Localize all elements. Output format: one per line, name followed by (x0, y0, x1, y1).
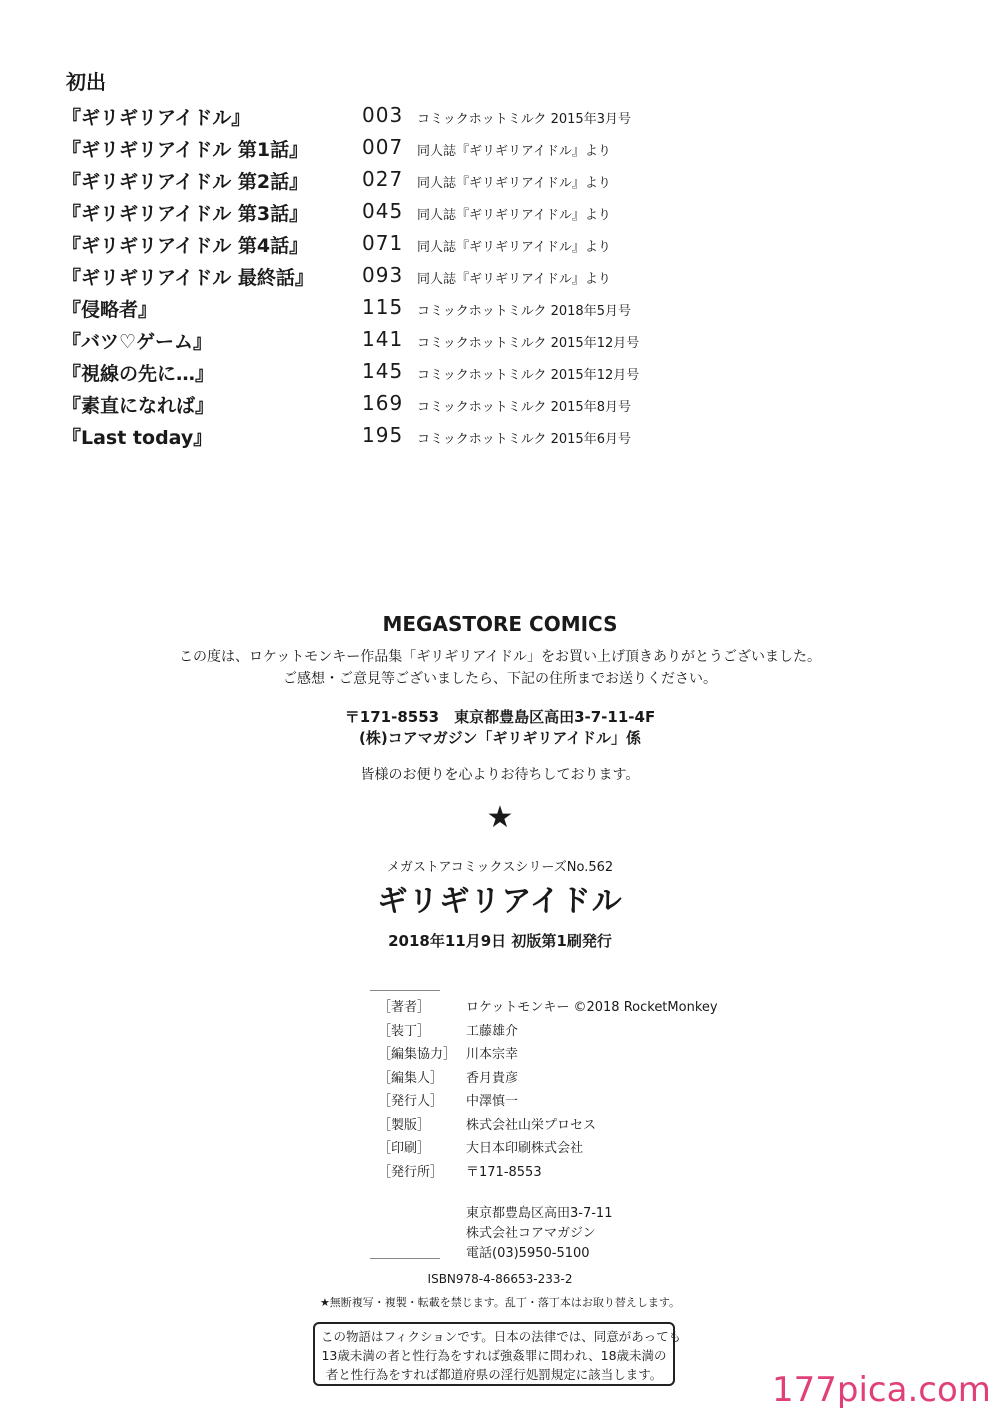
page-number: 169 (362, 391, 404, 415)
list-item (62, 167, 682, 199)
credit-label: ［編集人］ (378, 1070, 444, 1086)
source: コミックホットミルク 2015年12月号 (417, 336, 640, 351)
page-number: 195 (362, 423, 404, 447)
page-number: 141 (362, 327, 404, 351)
list-item (62, 295, 682, 327)
site-watermark: 177pica.com (772, 1370, 991, 1410)
source: 同人誌『ギリギリアイドル』より (417, 176, 611, 191)
page-number: 145 (362, 359, 404, 383)
publisher-address: 東京都豊島区高田3-7-11 (466, 1206, 613, 1221)
page-number: 045 (362, 199, 404, 223)
credit-value: 中澤慎一 (466, 1094, 519, 1109)
imprint-brand: MEGASTORE COMICS (382, 612, 618, 636)
thanks-line-1: この度は、ロケットモンキー作品集「ギリギリアイドル」をお買い上げ頂きありがとうございました。 (178, 649, 822, 665)
publisher-phone: 電話(03)5950-5100 (466, 1246, 590, 1261)
publisher-name: 株式会社コアマガジン (466, 1226, 596, 1241)
list-item (62, 327, 682, 359)
list-item (62, 199, 682, 231)
book-title: ギリギリアイドル (377, 884, 623, 919)
credit-value: 大日本印刷株式会社 (466, 1141, 584, 1156)
list-item (62, 423, 682, 455)
credit-value: ロケットモンキー ©2018 RocketMonkey (466, 1000, 718, 1015)
story-title: 『侵略者』 (62, 299, 158, 321)
credit-value: 香月貴彦 (466, 1070, 519, 1086)
credit-label: ［発行所］ (378, 1164, 444, 1180)
page-number: 007 (362, 135, 404, 159)
publication-date: 2018年11月9日 初版第1刷発行 (388, 932, 612, 950)
story-title: 『ギリギリアイドル 第3話』 (62, 203, 309, 225)
credit-value: 〒171-8553 (466, 1164, 542, 1180)
copy-notice: ★無断複写・複製・転載を禁じます。乱丁・落丁本はお取り替えします。 (319, 1296, 681, 1309)
credit-label: ［製版］ (378, 1117, 431, 1133)
credit-value: 工藤雄介 (466, 1023, 519, 1039)
story-title: 『ギリギリアイドル 第2話』 (62, 171, 309, 193)
credit-value: 株式会社山栄プロセス (466, 1117, 597, 1133)
star-icon: ★ (486, 800, 514, 835)
source: コミックホットミルク 2015年6月号 (417, 432, 631, 447)
credit-label: ［発行人］ (378, 1094, 444, 1109)
warning-line: この物語はフィクションです。日本の法律では、同意があっても (321, 1329, 682, 1344)
page-number: 027 (362, 167, 404, 191)
list-item (62, 103, 682, 135)
list-item (62, 231, 682, 263)
source: コミックホットミルク 2015年3月号 (417, 112, 631, 127)
warning-line: 13歳未満の者と性行為をすれば強姦罪に問われ、18歳未満の (321, 1348, 667, 1363)
page-number: 093 (362, 263, 404, 287)
source: 同人誌『ギリギリアイドル』より (417, 240, 611, 255)
mailing-address: 〒171-8553 東京都豊島区高田3-7-11-4F (344, 708, 656, 726)
story-title: 『ギリギリアイドル 第4話』 (62, 235, 309, 257)
isbn: ISBN978-4-86653-233-2 (427, 1272, 573, 1286)
source: 同人誌『ギリギリアイドル』より (417, 144, 611, 159)
story-title: 『Last today』 (62, 427, 213, 449)
credit-label: ［著者］ (378, 1000, 431, 1015)
page-number: 071 (362, 231, 404, 255)
story-title: 『バツ♡ゲーム』 (62, 331, 213, 353)
credit-label: ［編集協力］ (378, 1047, 457, 1062)
credit-label: ［印刷］ (378, 1141, 431, 1156)
credit-label: ［装丁］ (378, 1023, 431, 1039)
warning-line: 者と性行為をすれば都道府県の淫行処罰規定に該当します。 (325, 1367, 663, 1382)
page-number: 115 (362, 295, 404, 319)
story-title: 『ギリギリアイドル 第1話』 (62, 139, 309, 161)
series-number: メガストアコミックスシリーズNo.562 (386, 860, 614, 875)
thanks-line-2: ご感想・ご意見等ございましたら、下記の住所までお送りください。 (283, 671, 717, 687)
first-appearance-list (62, 103, 682, 455)
section-heading: 初出 (66, 70, 106, 94)
credit-value: 川本宗幸 (466, 1047, 519, 1062)
story-title: 『視線の先に…』 (62, 363, 215, 385)
source: 同人誌『ギリギリアイドル』より (417, 208, 611, 223)
source: コミックホットミルク 2015年8月号 (417, 400, 631, 415)
legal-warning-box (313, 1322, 682, 1386)
list-item (62, 359, 682, 391)
divider (370, 1258, 440, 1259)
list-item (62, 263, 682, 295)
page-number: 003 (362, 103, 404, 127)
source: 同人誌『ギリギリアイドル』より (417, 272, 611, 287)
list-item (62, 391, 682, 423)
story-title: 『ギリギリアイドル』 (62, 107, 251, 129)
story-title: 『素直になれば』 (62, 395, 215, 417)
divider (370, 990, 440, 991)
story-title: 『ギリギリアイドル 最終話』 (62, 267, 314, 289)
source: コミックホットミルク 2015年12月号 (417, 368, 640, 383)
list-item (62, 135, 682, 167)
source: コミックホットミルク 2018年5月号 (417, 304, 631, 319)
mailing-recipient: (株)コアマガジン「ギリギリアイドル」係 (359, 729, 641, 747)
closing-message: 皆様のお便りを心よりお待ちしております。 (360, 767, 640, 783)
